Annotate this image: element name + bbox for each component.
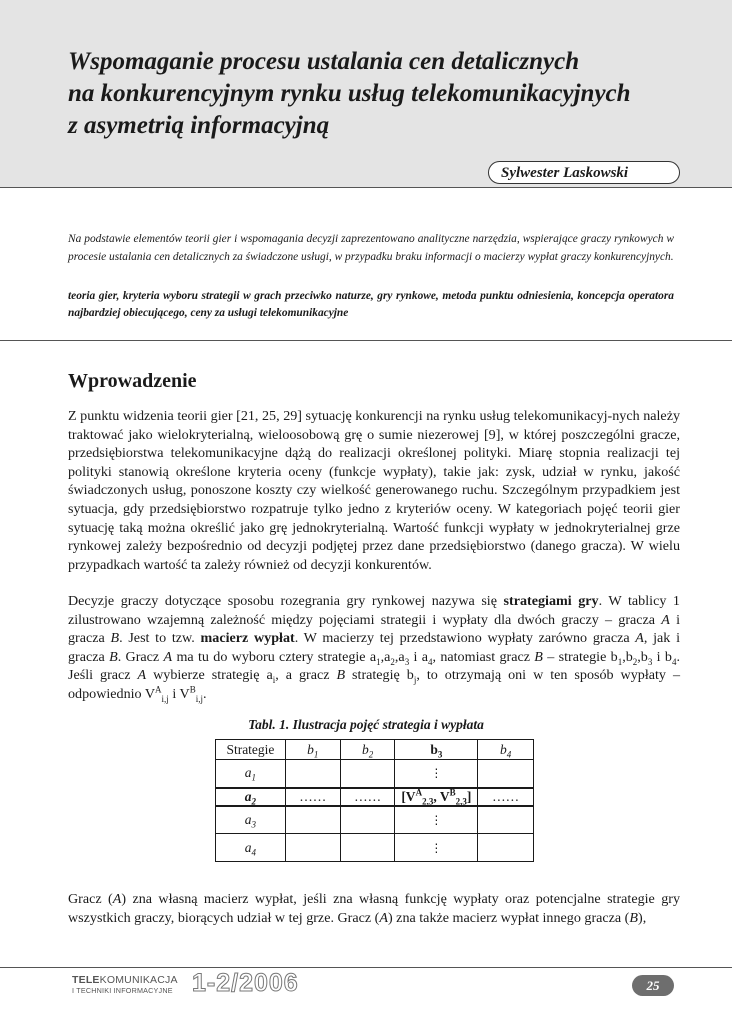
divider (0, 340, 732, 341)
title-line-1: Wspomaganie procesu ustalania cen detalicznych (68, 48, 580, 75)
table-cell (285, 806, 340, 834)
page-number: 25 (632, 975, 674, 996)
payoff-matrix-table (215, 739, 534, 862)
header-cell: $b_2$ (340, 740, 395, 760)
paragraph-2: Decyzje graczy dotyczące sposobu rozegrania gry rynkowej nazywa się strategiami gry. W tablicy 1 zilustrowano wzajemną zależność między pojęciami strategii i wypłaty dla dwóch graczy – gracza A i gracza B. Jest to tzw. macierz wypłat. W macierzy tej przedstawiono wypłaty zarówno gracza A, jak i gracza B. Gracz A ma tu do wyboru cztery strategie $a_1,a_2,a_3$ i $a_4$, natomiast gracz B – strategie $b_1,b_2,b_3$ i $b_4$. Jeśli gracz A wybierze strategię $a_i$, a gracz B strategię $b_j$, to otrzymają oni w ten sposób wypłaty – odpowiednio $V^A_{i,j}$ i $V^B_{i,j}$. (68, 593, 680, 704)
table-cell: …… (340, 788, 395, 806)
row-label: $a_4$ (216, 834, 286, 862)
abstract: Na podstawie elementów teorii gier i wspomagania decyzji zaprezentowano analityczne narzędzia, wspierające graczy rynkowych w procesie ustalania cen detalicznych za świadczone usługi, w przypadku braku informacji o macierzy wypłat graczy konkurencyjnych. (68, 233, 674, 263)
row-label: $a_1$ (216, 760, 286, 788)
table-cell: …… (478, 788, 534, 806)
table-row (216, 806, 534, 834)
issue-number: 1-2/2006 (192, 969, 299, 997)
table-cell (478, 806, 534, 834)
table-cell: ⋮ (395, 760, 478, 788)
paragraph-1: Z punktu widzenia teorii gier [21, 25, 29] sytuację konkurencji na rynku usług telekomunikacyj-nych należy traktować jako wielokryterialną, wieloosobową grę o sumie niezerowej [9], w której poszczególni gracze, przedsiębiorstwa telekomunikacyjne dążą do realizacji określonej polityki. Miarę stopnia realizacji tej polityki stanowią określone kryteria oceny (funkcje wypłaty), takie jak: zysk, udział w rynku, jakość świadczonych usług, ponoszone koszty czy wielkość generowanego ruchu. Szczególnym przypadkiem jest sytuacja, gdy przedsiębiorstwo rozpatruje tylko jedno z kryteriów oceny. W kategoriach pojęć teorii gier sytuację taką można określić jako grę jednokryterialną. Wartość funkcji wypłaty w jednokryterialnej grze rynkowej zależy bezpośrednio od decyzji podjętej przez dane przedsiębiorstwo (danego gracza). W wielu przypadkach wartość ta zależy również od decyzji konkurentów. (68, 408, 680, 573)
journal-logo: TELEKOMUNIKACJA I TECHNIKI INFORMACYJNE (72, 974, 178, 995)
table-cell (285, 760, 340, 788)
table-cell (285, 834, 340, 862)
section-heading: Wprowadzenie (68, 370, 197, 392)
article-title (68, 46, 708, 142)
table-cell: ⋮ (395, 834, 478, 862)
term-strategies: strategiami gry (503, 593, 599, 609)
table-cell (478, 834, 534, 862)
row-label: $a_3$ (216, 806, 286, 834)
title-line-2: na konkurencyjnym rynku usług telekomunikacyjnych (68, 80, 631, 107)
paragraph-3: Gracz (A) zna własną macierz wypłat, jeśli zna własną funkcję wypłaty oraz potencjalne strategie gry wszystkich graczy, biorących udział w tej grze. Gracz (A) zna także macierz wypłat innego gracza (B), (68, 891, 680, 926)
header-cell: $b_3$ (395, 740, 478, 760)
row-label: $a_2$ (216, 788, 286, 806)
table-header-row (216, 740, 534, 760)
term-payoff-matrix: macierz wypłat (200, 630, 295, 647)
keywords: teoria gier, kryteria wyboru strategii w grach przeciwko naturze, gry rynkowe, metoda punktu odniesienia, koncepcja operatora najbardziej obiecującego, ceny za usługi telekomunikacyjne (68, 290, 674, 319)
table-cell (340, 760, 395, 788)
header-cell: $b_1$ (285, 740, 340, 760)
table-caption: Tabl. 1. Ilustracja pojęć strategia i wypłata (248, 717, 484, 732)
table-cell (340, 806, 395, 834)
payoff-cell: [$V^A_{2,3}$, $V^B_{2,3}$] (395, 788, 478, 806)
table-row (216, 788, 534, 806)
table-cell (340, 834, 395, 862)
table-cell: ⋮ (395, 806, 478, 834)
author-name: Sylwester Laskowski (488, 161, 680, 184)
footer-divider (0, 967, 732, 968)
header-cell: $b_4$ (478, 740, 534, 760)
table-row (216, 760, 534, 788)
table-cell: …… (285, 788, 340, 806)
table-row (216, 834, 534, 862)
header-cell: Strategie (216, 740, 286, 760)
title-line-3: z asymetrią informacyjną (68, 112, 330, 139)
table-cell (478, 760, 534, 788)
